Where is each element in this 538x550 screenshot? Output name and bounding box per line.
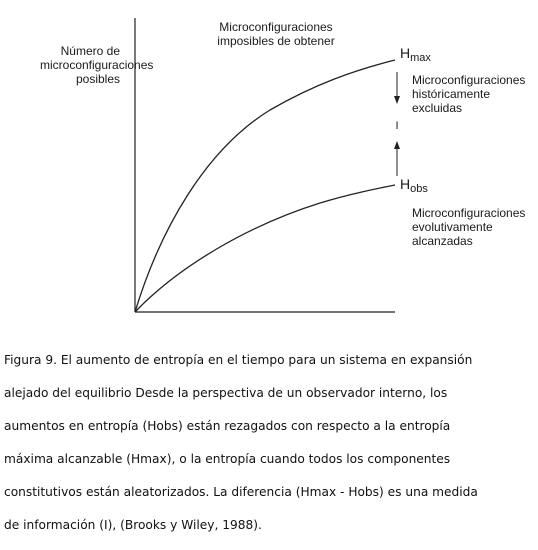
caption-line: Figura 9. El aumento de entropía en el tiempo para un sistema en expansión: [4, 352, 473, 367]
historical-label-line: excluidas: [412, 101, 463, 115]
up-arrow-head: [394, 141, 400, 149]
impossible-microconfigurations-label: [206, 20, 346, 48]
hobs-label: [400, 177, 428, 196]
top-label-line: imposibles de obtener: [217, 34, 335, 48]
y-axis-label-line: Número de: [60, 44, 120, 58]
evolutionary-label-line: alcanzadas: [412, 234, 473, 248]
hobs-main: H: [400, 176, 411, 192]
historical-label-line: Microconfiguraciones: [412, 73, 526, 87]
evolutionary-label-line: Microconfiguraciones: [412, 206, 526, 220]
caption-line: máxima alcanzable (Hmax), o la entropía cuando todos los componentes: [4, 451, 451, 466]
figure-caption: [4, 335, 532, 550]
hmax-main: H: [400, 45, 411, 61]
evolutionarily-reached-label: [412, 206, 532, 248]
evolutionary-label-line: evolutivamente: [412, 220, 493, 234]
y-axis-label-line: microconfiguraciones: [40, 58, 154, 72]
caption-line: alejado del equilibrio Desde la perspectiva de un observador interno, los: [4, 385, 448, 400]
hmax-curve: [135, 60, 395, 312]
y-axis-label-line: posibles: [75, 72, 120, 86]
hmax-sub: max: [410, 52, 431, 64]
hobs-sub: obs: [410, 183, 428, 195]
historically-excluded-label: [412, 73, 532, 115]
caption-line: aumentos en entropía (Hobs) están rezagados con respecto a la entropía: [4, 418, 451, 433]
hmax-label: [400, 46, 431, 65]
historical-label-line: históricamente: [412, 87, 491, 101]
info-marker: I: [395, 120, 399, 132]
caption-line: de información (I), (Brooks y Wiley, 1988).: [4, 517, 262, 532]
caption-line: constitutivos están aleatorizados. La diferencia (Hmax - Hobs) es una medida: [4, 484, 478, 499]
y-axis-label: [40, 44, 154, 86]
hobs-curve: [135, 185, 395, 312]
down-arrow-head: [394, 96, 400, 104]
top-label-line: Microconfiguraciones: [219, 20, 333, 34]
